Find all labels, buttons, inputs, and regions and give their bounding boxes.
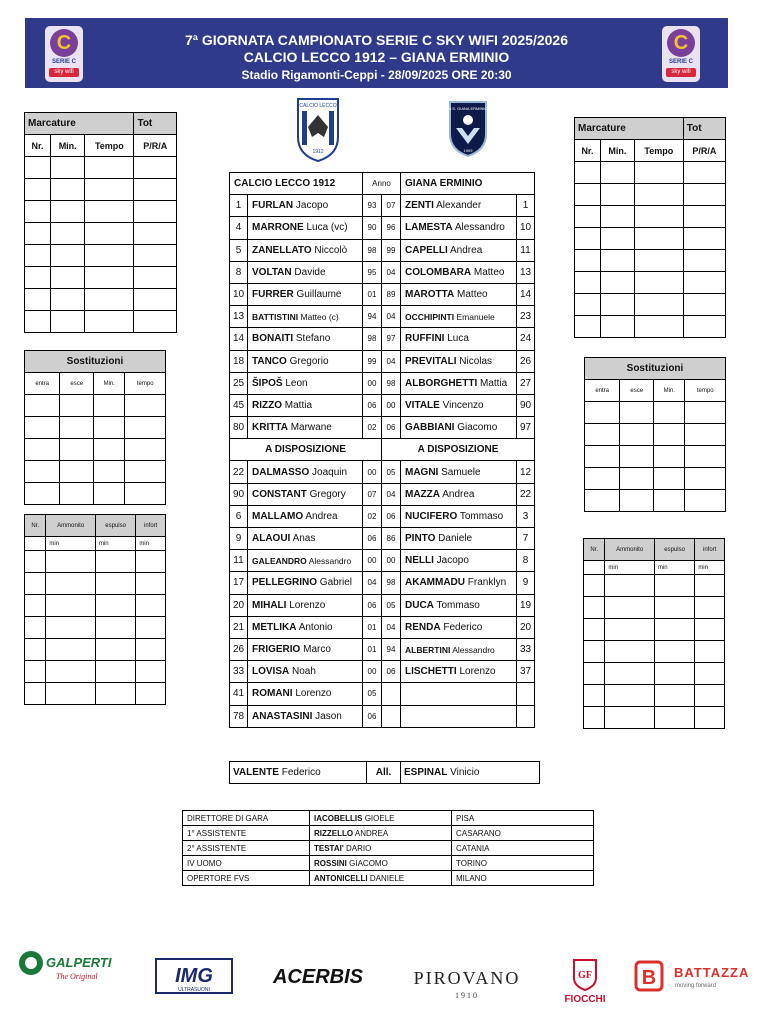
home-player-number: 5 <box>230 239 248 261</box>
away-player-number: 37 <box>517 661 535 683</box>
player-row <box>230 461 535 483</box>
player-row <box>230 661 535 683</box>
home-player-year: 06 <box>363 528 382 550</box>
home-player-number: 33 <box>230 661 248 683</box>
acerbis-logo <box>258 964 378 988</box>
away-player-year: 97 <box>382 328 401 350</box>
battazza-logo <box>634 960 758 992</box>
tot-label: Tot <box>134 113 177 135</box>
svg-text:The Original: The Original <box>56 972 98 981</box>
home-player-name: FURLAN Jacopo <box>248 195 363 217</box>
svg-text:GF: GF <box>578 970 592 981</box>
official-city: PISA <box>452 811 594 826</box>
away-player-number: 10 <box>517 217 535 239</box>
table-row <box>25 311 177 333</box>
table-row <box>25 551 166 573</box>
away-player-name: COLOMBARA Matteo <box>401 261 517 283</box>
home-player-year: 06 <box>363 594 382 616</box>
official-row <box>183 841 594 856</box>
table-row <box>25 461 166 483</box>
home-player-year: 01 <box>363 283 382 305</box>
official-name: ANTONICELLI DANIELE <box>310 871 452 886</box>
away-player-name: PINTO Daniele <box>401 528 517 550</box>
table-row <box>575 294 726 316</box>
home-player-year: 90 <box>363 217 382 239</box>
player-row <box>230 261 535 283</box>
home-player-name: ZANELLATO Niccolò <box>248 239 363 261</box>
home-player-number: 8 <box>230 261 248 283</box>
away-player-name: OCCHIPINTI Emanuele <box>401 306 517 328</box>
away-player-number: 14 <box>517 283 535 305</box>
away-player-number: 23 <box>517 306 535 328</box>
away-player-year: 98 <box>382 572 401 594</box>
player-row <box>230 239 535 261</box>
player-row <box>230 572 535 594</box>
home-player-year: 00 <box>363 461 382 483</box>
away-player-year <box>382 705 401 727</box>
away-player-number: 12 <box>517 461 535 483</box>
header-teams: CALCIO LECCO 1912 – GIANA ERMINIO <box>243 49 510 65</box>
coach-label: All. <box>367 762 401 784</box>
away-player-name: DUCA Tommaso <box>401 594 517 616</box>
home-player-year: 95 <box>363 261 382 283</box>
away-player-year: 06 <box>382 661 401 683</box>
officials-table <box>182 810 594 886</box>
home-player-number: 4 <box>230 217 248 239</box>
sostituzioni-table-right: Sostituzioni entra esce Min. tempo <box>584 357 726 512</box>
player-row <box>230 705 535 727</box>
away-player-number: 7 <box>517 528 535 550</box>
fiocchi-logo <box>556 958 614 1004</box>
home-player-number: 25 <box>230 372 248 394</box>
away-player-year: 04 <box>382 350 401 372</box>
home-bench-title: A DISPOSIZIONE <box>230 439 382 461</box>
home-player-name: ROMANI Lorenzo <box>248 683 363 705</box>
table-row <box>25 617 166 639</box>
table-row <box>575 250 726 272</box>
home-player-year: 05 <box>363 683 382 705</box>
table-row <box>25 157 177 179</box>
official-role: 2° ASSISTENTE <box>183 841 310 856</box>
away-player-year: 98 <box>382 372 401 394</box>
table-row <box>25 573 166 595</box>
home-player-name: LOVISA Noah <box>248 661 363 683</box>
home-player-year: 01 <box>363 616 382 638</box>
img-logo <box>155 958 233 994</box>
away-player-number <box>517 705 535 727</box>
table-row <box>25 201 177 223</box>
away-player-number: 13 <box>517 261 535 283</box>
home-player-number: 90 <box>230 483 248 505</box>
official-row <box>183 871 594 886</box>
home-player-number: 9 <box>230 528 248 550</box>
cards-table-left: Nr. Ammonito espulso infort min min min <box>24 514 166 705</box>
match-header <box>25 18 728 88</box>
official-name: RIZZELLO ANDREA <box>310 826 452 841</box>
giana-crest-text: A.S. GIANA ERMINIO <box>448 106 488 111</box>
official-row <box>183 811 594 826</box>
header-title: 7ª GIORNATA CAMPIONATO SERIE C SKY WIFI 2025/2026 <box>184 32 568 48</box>
away-player-name: GABBIANI Giacomo <box>401 417 517 439</box>
away-player-year: 89 <box>382 283 401 305</box>
official-role: IV UOMO <box>183 856 310 871</box>
official-city: CASARANO <box>452 826 594 841</box>
table-row <box>25 639 166 661</box>
player-row <box>230 616 535 638</box>
home-player-year: 06 <box>363 705 382 727</box>
away-player-number: 26 <box>517 350 535 372</box>
home-player-year: 00 <box>363 372 382 394</box>
table-row <box>25 417 166 439</box>
away-player-year: 04 <box>382 616 401 638</box>
player-row <box>230 417 535 439</box>
official-name: IACOBELLIS GIOELE <box>310 811 452 826</box>
home-player-number: 14 <box>230 328 248 350</box>
home-player-number: 17 <box>230 572 248 594</box>
player-row <box>230 283 535 305</box>
home-player-number: 21 <box>230 616 248 638</box>
home-player-name: METLIKA Antonio <box>248 616 363 638</box>
away-player-year: 94 <box>382 638 401 660</box>
table-row <box>584 619 725 641</box>
home-player-number: 41 <box>230 683 248 705</box>
official-name: ROSSINI GIACOMO <box>310 856 452 871</box>
table-row <box>575 206 726 228</box>
away-player-name <box>401 683 517 705</box>
away-player-name: MAZZA Andrea <box>401 483 517 505</box>
player-row <box>230 528 535 550</box>
svg-text:moving forward: moving forward <box>675 983 717 989</box>
table-row <box>25 595 166 617</box>
away-player-year: 05 <box>382 461 401 483</box>
marcature-title: Marcature <box>25 113 134 135</box>
galperti-logo <box>18 949 122 983</box>
home-player-name: ALAOUI Anas <box>248 528 363 550</box>
away-player-number: 11 <box>517 239 535 261</box>
away-player-number: 19 <box>517 594 535 616</box>
official-row <box>183 856 594 871</box>
away-player-name: MAROTTA Matteo <box>401 283 517 305</box>
serie-c-logo-right: C SERIE C sky wifi <box>662 26 700 82</box>
away-player-number: 24 <box>517 328 535 350</box>
player-row <box>230 505 535 527</box>
away-player-name: MAGNI Samuele <box>401 461 517 483</box>
away-player-year: 00 <box>382 394 401 416</box>
home-player-number: 22 <box>230 461 248 483</box>
home-player-number: 11 <box>230 550 248 572</box>
table-row <box>25 267 177 289</box>
anno-label: Anno <box>363 173 401 195</box>
away-player-name: ALBORGHETTI Mattia <box>401 372 517 394</box>
table-row <box>575 184 726 206</box>
marcature-table-right: Marcature Tot Nr. Min. Tempo P/R/A <box>574 117 726 338</box>
away-player-number: 9 <box>517 572 535 594</box>
away-player-name <box>401 705 517 727</box>
svg-text:BATTAZZA: BATTAZZA <box>674 965 750 980</box>
official-role: OPERTORE FVS <box>183 871 310 886</box>
lineup-table <box>229 172 535 728</box>
disposizione-row <box>230 439 535 461</box>
home-player-number: 10 <box>230 283 248 305</box>
home-player-year: 99 <box>363 350 382 372</box>
home-player-year: 07 <box>363 483 382 505</box>
away-player-year: 04 <box>382 306 401 328</box>
away-player-name: AKAMMADU Franklyn <box>401 572 517 594</box>
away-player-name: VITALE Vincenzo <box>401 394 517 416</box>
table-row <box>584 707 725 729</box>
player-row <box>230 195 535 217</box>
table-row <box>584 597 725 619</box>
home-player-year: 94 <box>363 306 382 328</box>
home-player-name: ANASTASINI Jason <box>248 705 363 727</box>
home-player-name: GALEANDRO Alessandro <box>248 550 363 572</box>
player-row <box>230 350 535 372</box>
home-player-name: ŠIPOŠ Leon <box>248 372 363 394</box>
giana-crest-year: 1909 <box>463 148 473 153</box>
home-player-name: PELLEGRINO Gabriel <box>248 572 363 594</box>
home-player-year: 02 <box>363 505 382 527</box>
official-role: DIRETTORE DI GARA <box>183 811 310 826</box>
home-player-name: MARRONE Luca (vc) <box>248 217 363 239</box>
table-row <box>575 162 726 184</box>
official-role: 1° ASSISTENTE <box>183 826 310 841</box>
away-player-name: PREVITALI Nicolas <box>401 350 517 372</box>
home-player-name: MIHALI Lorenzo <box>248 594 363 616</box>
away-player-year: 86 <box>382 528 401 550</box>
table-row <box>25 439 166 461</box>
away-player-year: 04 <box>382 483 401 505</box>
player-row <box>230 217 535 239</box>
table-row <box>25 179 177 201</box>
header-venue: Stadio Rigamonti-Ceppi - 28/09/2025 ORE 20:30 <box>241 68 512 82</box>
home-player-year: 98 <box>363 239 382 261</box>
svg-text:IMG: IMG <box>175 965 213 987</box>
table-row <box>584 685 725 707</box>
coaches-table <box>229 761 540 784</box>
home-player-name: BONAITI Stefano <box>248 328 363 350</box>
home-player-year: 02 <box>363 417 382 439</box>
home-player-name: KRITTA Marwane <box>248 417 363 439</box>
home-player-number: 18 <box>230 350 248 372</box>
away-player-year: 07 <box>382 195 401 217</box>
official-city: CATANIA <box>452 841 594 856</box>
home-player-number: 20 <box>230 594 248 616</box>
official-city: MILANO <box>452 871 594 886</box>
player-row <box>230 594 535 616</box>
home-player-name: RIZZO Mattia <box>248 394 363 416</box>
home-player-year: 06 <box>363 394 382 416</box>
home-player-year: 00 <box>363 550 382 572</box>
away-player-number: 33 <box>517 638 535 660</box>
away-player-number: 90 <box>517 394 535 416</box>
away-player-name: RENDA Federico <box>401 616 517 638</box>
away-player-name: ZENTI Alexander <box>401 195 517 217</box>
sostituzioni-title: Sostituzioni <box>25 351 166 373</box>
away-player-year <box>382 683 401 705</box>
away-player-name: RUFFINI Luca <box>401 328 517 350</box>
home-player-name: VOLTAN Davide <box>248 261 363 283</box>
home-player-year: 93 <box>363 195 382 217</box>
marcature-table-left: Marcature Tot Nr. Min. Tempo P/R/A <box>24 112 177 333</box>
home-player-number: 1 <box>230 195 248 217</box>
svg-text:ACERBIS: ACERBIS <box>272 966 364 988</box>
lecco-crest <box>296 97 340 163</box>
pirovano-logo <box>402 962 532 1000</box>
svg-text:FIOCCHI: FIOCCHI <box>564 994 606 1004</box>
away-player-year: 96 <box>382 217 401 239</box>
player-row <box>230 394 535 416</box>
svg-text:GALPERTI: GALPERTI <box>46 955 112 970</box>
table-row <box>585 424 726 446</box>
table-row <box>584 641 725 663</box>
table-row <box>585 446 726 468</box>
table-row <box>585 402 726 424</box>
player-row <box>230 328 535 350</box>
svg-text:1910: 1910 <box>455 991 479 1000</box>
player-row <box>230 306 535 328</box>
official-row <box>183 826 594 841</box>
table-row <box>25 395 166 417</box>
sostituzioni-table-left: Sostituzioni entra esce Min. tempo <box>24 350 166 505</box>
official-name: TESTAI' DARIO <box>310 841 452 856</box>
away-team-name: GIANA ERMINIO <box>401 173 535 195</box>
away-player-number: 27 <box>517 372 535 394</box>
official-city: TORINO <box>452 856 594 871</box>
home-player-name: DALMASSO Joaquin <box>248 461 363 483</box>
home-player-year: 98 <box>363 328 382 350</box>
home-player-name: CONSTANT Gregory <box>248 483 363 505</box>
player-row <box>230 372 535 394</box>
away-player-number: 97 <box>517 417 535 439</box>
away-player-number: 3 <box>517 505 535 527</box>
away-player-year: 00 <box>382 550 401 572</box>
away-player-number: 1 <box>517 195 535 217</box>
table-row <box>575 228 726 250</box>
giana-crest <box>446 100 490 158</box>
player-row <box>230 683 535 705</box>
table-row <box>25 245 177 267</box>
away-player-year: 04 <box>382 261 401 283</box>
home-player-year: 00 <box>363 661 382 683</box>
away-player-number <box>517 683 535 705</box>
home-coach: VALENTE Federico <box>230 762 367 784</box>
table-row <box>25 223 177 245</box>
player-row <box>230 483 535 505</box>
table-row <box>25 661 166 683</box>
home-player-number: 6 <box>230 505 248 527</box>
away-bench-title: A DISPOSIZIONE <box>382 439 535 461</box>
away-player-year: 05 <box>382 594 401 616</box>
away-coach: ESPINAL Vinicio <box>401 762 540 784</box>
home-player-number: 13 <box>230 306 248 328</box>
table-row <box>575 272 726 294</box>
home-player-number: 45 <box>230 394 248 416</box>
away-player-year: 06 <box>382 417 401 439</box>
table-row <box>25 483 166 505</box>
home-team-name: CALCIO LECCO 1912 <box>230 173 363 195</box>
svg-text:B: B <box>641 967 657 989</box>
lecco-crest-text: CALCIO LECCO <box>299 103 337 109</box>
home-player-number: 80 <box>230 417 248 439</box>
svg-text:ULTRASUONI: ULTRASUONI <box>178 987 210 993</box>
home-player-number: 78 <box>230 705 248 727</box>
away-player-name: LISCHETTI Lorenzo <box>401 661 517 683</box>
table-row <box>575 316 726 338</box>
away-player-name: NELLI Jacopo <box>401 550 517 572</box>
lecco-crest-year: 1912 <box>312 149 324 155</box>
table-row <box>25 683 166 705</box>
away-player-name: NUCIFERO Tommaso <box>401 505 517 527</box>
away-player-name: CAPELLI Andrea <box>401 239 517 261</box>
away-player-number: 20 <box>517 616 535 638</box>
svg-text:PIROVANO: PIROVANO <box>413 968 521 988</box>
lineup-header-row <box>230 173 535 195</box>
away-player-number: 8 <box>517 550 535 572</box>
home-player-year: 04 <box>363 572 382 594</box>
table-row <box>584 575 725 597</box>
cards-table-right: Nr. Ammonito espulso infort min min min <box>583 538 725 729</box>
player-row <box>230 638 535 660</box>
away-player-year: 06 <box>382 505 401 527</box>
away-player-number: 22 <box>517 483 535 505</box>
home-player-name: TANCO Gregorio <box>248 350 363 372</box>
table-row <box>585 468 726 490</box>
away-player-year: 99 <box>382 239 401 261</box>
home-player-number: 26 <box>230 638 248 660</box>
serie-c-logo-left: C SERIE C sky wifi <box>45 26 83 82</box>
table-row <box>585 490 726 512</box>
home-player-name: MALLAMO Andrea <box>248 505 363 527</box>
home-player-name: BATTISTINI Matteo (c) <box>248 306 363 328</box>
table-row <box>584 663 725 685</box>
table-row <box>25 289 177 311</box>
player-row <box>230 550 535 572</box>
away-player-name: ALBERTINI Alessandro <box>401 638 517 660</box>
home-player-name: FURRER Guillaume <box>248 283 363 305</box>
home-player-name: FRIGERIO Marco <box>248 638 363 660</box>
home-player-year: 01 <box>363 638 382 660</box>
away-player-name: LAMESTA Alessandro <box>401 217 517 239</box>
